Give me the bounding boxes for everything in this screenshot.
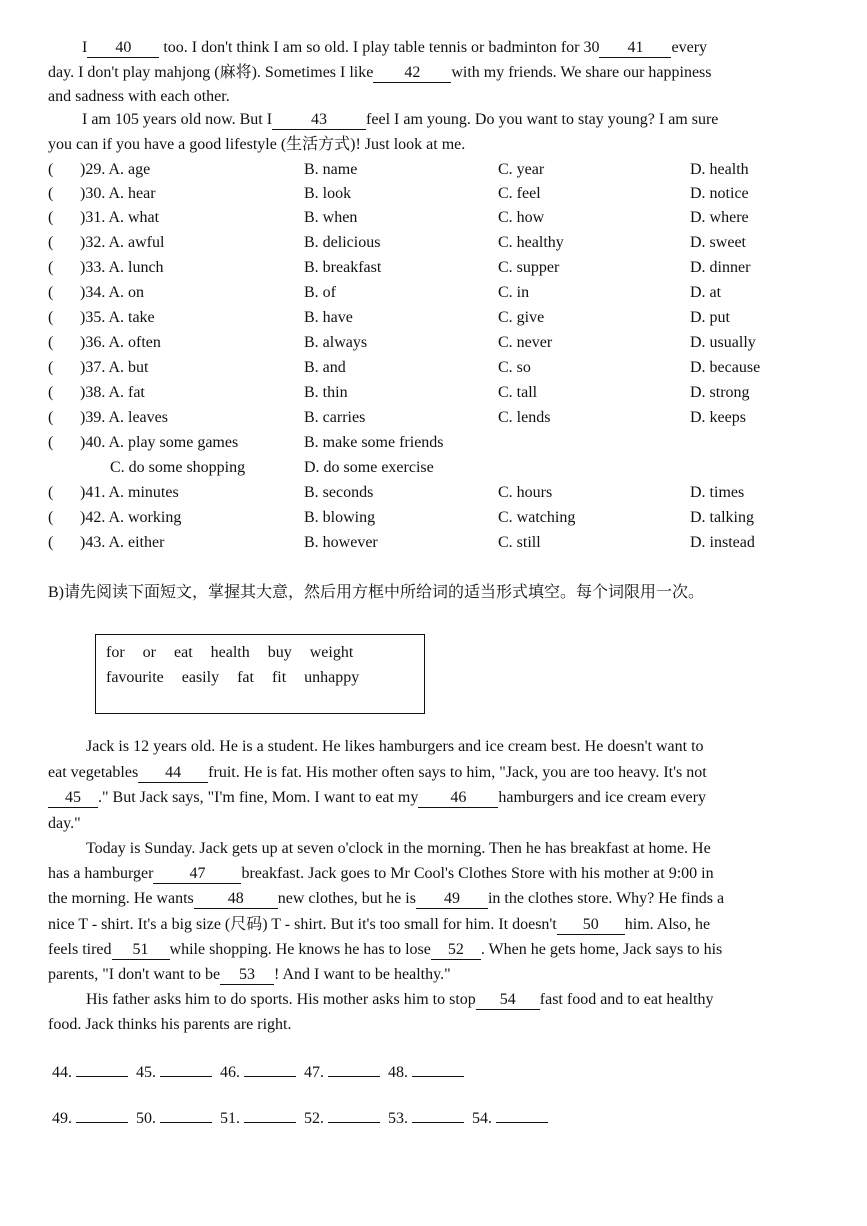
answer-slot[interactable] (472, 1106, 556, 1131)
text: eat vegetables (48, 763, 139, 781)
option-d: D. sweet (690, 234, 746, 251)
text: too. I don't think I am so old. I play table tennis or badminton for 30 (159, 39, 600, 56)
text: in the clothes store. Why? He finds a (487, 890, 725, 908)
option-b: B. seconds (304, 484, 374, 501)
answer-paren[interactable]: ( (48, 185, 54, 202)
question-42 (48, 505, 828, 530)
option-d: D. put (690, 309, 730, 326)
option-a: )40. A. play some games (80, 434, 239, 451)
option-d: D. do some exercise (304, 459, 434, 476)
answer-number: 48. (388, 1064, 408, 1081)
answer-number: 50. (136, 1110, 156, 1127)
answer-line[interactable] (328, 1060, 380, 1077)
option-a: )37. A. but (80, 359, 149, 376)
option-a: )33. A. lunch (80, 259, 164, 276)
answer-slot[interactable] (52, 1060, 136, 1085)
answer-line[interactable] (160, 1060, 212, 1077)
text: day." (48, 814, 81, 832)
question-43 (48, 530, 828, 555)
passage-a-paragraph-2 (48, 108, 818, 157)
blank-47: 47 (153, 865, 241, 884)
answer-slot[interactable] (220, 1106, 304, 1131)
section-b-instructions: B)请先阅读下面短文，掌握其大意，然后用方框中所给词的适当形式填空。每个词限用一次。 (48, 584, 705, 601)
question-39 (48, 405, 828, 430)
text: with my friends. We share our happiness (451, 63, 712, 81)
option-a: )29. A. age (80, 161, 151, 178)
option-c: C. give (498, 309, 545, 326)
question-29 (48, 157, 828, 182)
answer-number: 46. (220, 1064, 240, 1081)
answer-number: 47. (304, 1064, 324, 1081)
option-a: )32. A. awful (80, 234, 165, 251)
option-b: B. delicious (304, 234, 381, 251)
answer-paren[interactable]: ( (48, 434, 54, 451)
text: him. Also, he (624, 915, 711, 933)
text: food. Jack thinks his parents are right. (48, 1016, 292, 1033)
answer-paren[interactable]: ( (48, 409, 54, 426)
text: Today is Sunday. Jack gets up at seven o'clock in the morning. Then he has breakfast at home. He (86, 840, 711, 857)
option-b: B. however (304, 534, 378, 551)
answer-number: 51. (220, 1110, 240, 1127)
blank-41: 41 (599, 39, 671, 58)
text: His father asks him to do sports. His mother asks him to stop (86, 991, 476, 1008)
option-b: B. make some friends (304, 434, 444, 451)
option-b: B. breakfast (304, 259, 382, 276)
text: every (671, 39, 708, 56)
answer-slot[interactable] (388, 1060, 472, 1085)
option-b: B. have (304, 309, 353, 326)
answer-slot[interactable] (304, 1106, 388, 1131)
question-38 (48, 380, 828, 405)
option-b: B. look (304, 185, 352, 202)
passage-b-paragraph-2 (48, 836, 823, 987)
word-bank-word: or (142, 644, 156, 661)
option-c: C. still (498, 534, 541, 551)
option-c: C. do some shopping (110, 459, 246, 476)
answer-number: 45. (136, 1064, 156, 1081)
word-bank-word: eat (173, 644, 193, 661)
answer-paren[interactable]: ( (48, 509, 54, 526)
option-a: )41. A. minutes (80, 484, 179, 501)
option-d: D. instead (690, 534, 755, 551)
option-c: C. feel (498, 185, 541, 202)
option-d: D. strong (690, 384, 750, 401)
question-32 (48, 230, 828, 255)
option-c: C. year (498, 161, 545, 178)
text: while shopping. He knows he has to lose (169, 940, 431, 958)
word-bank-word: fat (237, 669, 254, 686)
text: . When he gets home, Jack says to his (480, 940, 723, 958)
answer-paren[interactable]: ( (48, 484, 54, 501)
word-bank-word: buy (267, 644, 292, 661)
answer-line[interactable] (76, 1060, 128, 1077)
blank-52: 52 (431, 941, 481, 960)
word-bank-word: weight (309, 644, 354, 661)
text: new clothes, but he is (277, 890, 416, 908)
word-bank-word: favourite (106, 669, 164, 686)
passage-a-paragraph-1 (48, 36, 818, 110)
blank-45: 45 (48, 789, 98, 808)
text: feel I am young. Do you want to stay young? I am sure (366, 111, 719, 128)
option-b: B. and (304, 359, 346, 376)
text: has a hamburger (48, 865, 154, 883)
blank-49: 49 (416, 890, 488, 909)
text: nice T - shirt. It's a big size (尺码) T - shirt. But it's too small for him. It doesn't (48, 915, 557, 933)
option-d: D. keeps (690, 409, 746, 426)
text: fast food and to eat healthy (539, 991, 714, 1008)
blank-53: 53 (220, 966, 274, 985)
option-c: C. how (498, 209, 545, 226)
text: and sadness with each other. (48, 88, 230, 105)
blank-43: 43 (272, 111, 366, 130)
answer-number: 49. (52, 1110, 72, 1127)
option-d: D. dinner (690, 259, 751, 276)
blank-54: 54 (476, 991, 540, 1010)
answer-line[interactable] (496, 1106, 548, 1123)
text: ! And I want to be healthy." (274, 966, 451, 984)
option-d: D. because (690, 359, 761, 376)
question-41 (48, 480, 828, 505)
answer-paren[interactable]: ( (48, 161, 54, 178)
word-bank-word: fit (271, 669, 287, 686)
option-c: C. never (498, 334, 553, 351)
answer-number: 53. (388, 1110, 408, 1127)
blank-50: 50 (557, 916, 625, 935)
answer-number: 54. (472, 1110, 492, 1127)
word-bank-word: health (210, 644, 250, 661)
answer-number: 44. (52, 1064, 72, 1081)
option-b: B. of (304, 284, 336, 301)
option-d: D. health (690, 161, 749, 178)
answer-paren[interactable]: ( (48, 284, 54, 301)
option-d: D. talking (690, 509, 754, 526)
option-c: C. healthy (498, 234, 564, 251)
answer-paren[interactable]: ( (48, 534, 54, 551)
text: feels tired (48, 940, 112, 958)
question-40 (48, 430, 828, 455)
option-c: C. so (498, 359, 531, 376)
text: breakfast. Jack goes to Mr Cool's Clothes Store with his mother at 9:00 in (241, 865, 714, 883)
answer-row-1 (52, 1060, 472, 1085)
text: you can if you have a good lifestyle (生活方式)! Just look at me. (48, 135, 466, 153)
option-a: )38. A. fat (80, 384, 145, 401)
text: fruit. He is fat. His mother often says to him, "Jack, you are too heavy. It's not (208, 763, 707, 781)
word-bank-word: for (106, 644, 125, 661)
answer-paren[interactable]: ( (48, 259, 54, 276)
option-b: B. blowing (304, 509, 376, 526)
question-30 (48, 181, 828, 206)
text: ." But Jack says, "I'm fine, Mom. I want to eat my (98, 789, 419, 806)
text: I (82, 39, 88, 56)
text: I am 105 years old now. But I (82, 111, 273, 128)
option-d: D. usually (690, 334, 756, 351)
option-a: )30. A. hear (80, 185, 156, 202)
answer-line[interactable] (244, 1106, 296, 1123)
option-a: )43. A. either (80, 534, 165, 551)
passage-b-paragraph-3 (48, 987, 823, 1037)
blank-42: 42 (373, 64, 451, 83)
text: hamburgers and ice cream every (498, 789, 706, 806)
option-c: C. tall (498, 384, 538, 401)
option-b: B. name (304, 161, 358, 178)
answer-line[interactable] (412, 1106, 464, 1123)
answer-paren[interactable]: ( (48, 234, 54, 251)
word-bank-word: easily (181, 669, 220, 686)
text: parents, "I don't want to be (48, 966, 221, 984)
option-d: D. times (690, 484, 745, 501)
word-bank-line-1 (106, 644, 367, 662)
option-a: )34. A. on (80, 284, 144, 301)
option-c: C. supper (498, 259, 560, 276)
passage-b-paragraph-1 (48, 734, 823, 836)
question-35 (48, 305, 828, 330)
option-c: C. lends (498, 409, 551, 426)
word-bank-word: unhappy (304, 669, 360, 686)
option-a: )42. A. working (80, 509, 182, 526)
answer-paren[interactable]: ( (48, 359, 54, 376)
answer-slot[interactable] (136, 1106, 220, 1131)
option-c: C. hours (498, 484, 553, 501)
option-c: C. watching (498, 509, 576, 526)
answer-number: 52. (304, 1110, 324, 1127)
blank-48: 48 (194, 890, 278, 909)
option-d: D. at (690, 284, 722, 301)
question-31 (48, 205, 828, 230)
blank-40: 40 (87, 39, 159, 58)
word-bank-box (95, 634, 425, 714)
answer-row-2 (52, 1106, 556, 1131)
answer-line[interactable] (412, 1060, 464, 1077)
option-b: B. thin (304, 384, 348, 401)
answer-line[interactable] (244, 1060, 296, 1077)
blank-51: 51 (112, 941, 170, 960)
answer-paren[interactable]: ( (48, 209, 54, 226)
answer-slot[interactable] (136, 1060, 220, 1085)
blank-46: 46 (418, 789, 498, 808)
answer-slot[interactable] (388, 1106, 472, 1131)
option-a: )36. A. often (80, 334, 161, 351)
text: Jack is 12 years old. He is a student. He likes hamburgers and ice cream best. He doesn't want to (86, 738, 704, 755)
option-c: C. in (498, 284, 530, 301)
option-a: )35. A. take (80, 309, 155, 326)
answer-slot[interactable] (220, 1060, 304, 1085)
answer-line[interactable] (76, 1106, 128, 1123)
question-34 (48, 280, 828, 305)
option-b: B. always (304, 334, 368, 351)
answer-paren[interactable]: ( (48, 309, 54, 326)
option-a: )31. A. what (80, 209, 160, 226)
option-d: D. notice (690, 185, 749, 202)
option-b: B. when (304, 209, 358, 226)
question-37 (48, 355, 828, 380)
text: day. I don't play mahjong (麻将). Sometimes I like (48, 63, 374, 81)
option-b: B. carries (304, 409, 366, 426)
text: the morning. He wants (48, 890, 194, 908)
question-40-line-2 (48, 455, 828, 480)
question-33 (48, 255, 828, 280)
question-36 (48, 330, 828, 355)
option-a: )39. A. leaves (80, 409, 168, 426)
answer-slot[interactable] (304, 1060, 388, 1085)
blank-44: 44 (138, 764, 208, 783)
word-bank-line-2 (106, 669, 373, 687)
answer-slot[interactable] (52, 1106, 136, 1131)
answer-paren[interactable]: ( (48, 384, 54, 401)
answer-line[interactable] (160, 1106, 212, 1123)
option-d: D. where (690, 209, 749, 226)
answer-paren[interactable]: ( (48, 334, 54, 351)
answer-line[interactable] (328, 1106, 380, 1123)
